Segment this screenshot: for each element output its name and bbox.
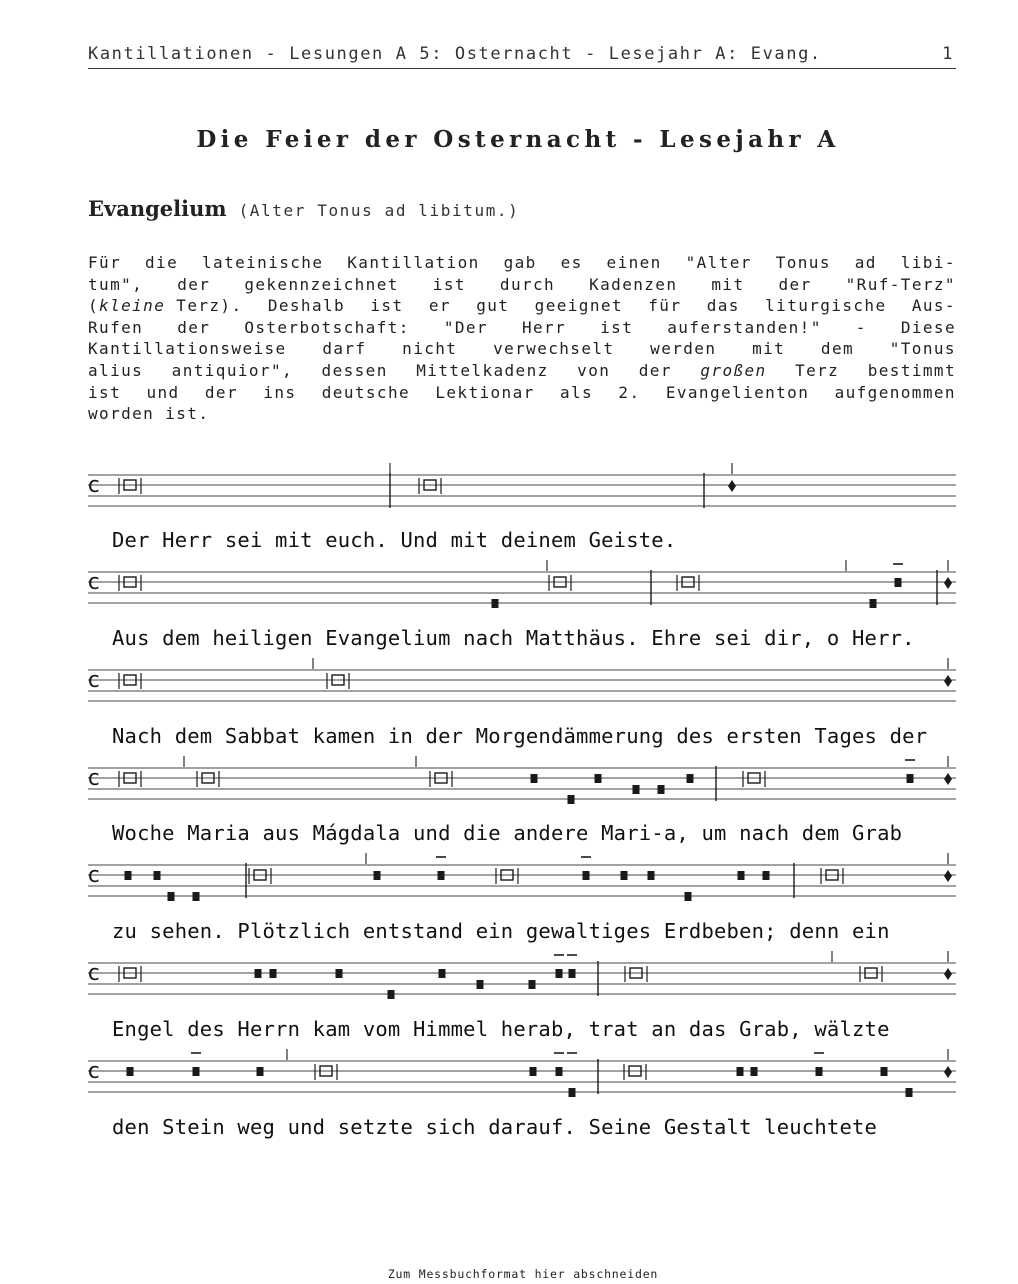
punctum-note — [870, 599, 877, 608]
intro-word: für — [648, 296, 682, 316]
section-heading: Evangelium — [88, 196, 227, 221]
c-clef: c — [87, 668, 101, 693]
intro-word: libi- — [900, 253, 956, 272]
intro-word: geeignet — [534, 296, 623, 316]
punctum-note — [881, 1067, 888, 1076]
punctum-note — [336, 969, 343, 978]
intro-word: der — [638, 360, 672, 380]
intro-word: - — [855, 317, 867, 337]
final-diamond — [728, 480, 736, 492]
lyric-line: Nach dem Sabbat kamen in der Morgendämmerung des ersten Tages der — [112, 724, 928, 748]
lyric-line: Aus dem heiligen Evangelium nach Matthäus. Ehre sei dir, o Herr. — [112, 626, 915, 650]
punctum-note — [374, 871, 381, 880]
intro-word: alius — [88, 360, 144, 380]
punctum-note — [556, 1067, 563, 1076]
punctum-note — [751, 1067, 758, 1076]
punctum-note — [477, 980, 484, 989]
intro-word: mit — [711, 274, 745, 294]
punctum-note — [127, 1067, 134, 1076]
final-diamond — [944, 577, 952, 589]
running-title: Kantillationen - Lesungen A 5: Osternacht - Lesejahr A: Evang. — [88, 44, 822, 64]
intro-word: durch — [499, 274, 556, 294]
final-diamond — [944, 968, 952, 980]
final-diamond — [944, 675, 952, 687]
punctum-note — [621, 871, 628, 880]
punctum-note — [658, 785, 665, 794]
intro-word: verwechselt — [493, 339, 615, 359]
c-clef: c — [87, 961, 101, 986]
intro-word: es — [560, 253, 583, 272]
punctum-note — [529, 980, 536, 989]
section-subheading: (Alter Tonus ad libitum.) — [238, 201, 520, 220]
intro-word: als — [559, 382, 594, 402]
intro-word: werden — [650, 339, 717, 359]
page-number: 1 — [942, 44, 954, 64]
intro-word: gut — [476, 296, 510, 316]
intro-word: die — [145, 253, 179, 272]
punctum-note — [193, 1067, 200, 1076]
c-clef: c — [87, 863, 101, 888]
punctum-note — [633, 785, 640, 794]
intro-word: ist — [600, 317, 634, 337]
intro-italic-word: großen — [700, 360, 767, 380]
final-diamond — [944, 870, 952, 882]
intro-word: Für — [88, 253, 122, 272]
intro-word: tum", — [88, 274, 144, 294]
punctum-note — [738, 871, 745, 880]
intro-word: ins — [263, 382, 297, 402]
punctum-note — [763, 871, 770, 880]
punctum-note — [907, 774, 914, 783]
page-title: Die Feier der Osternacht - Lesejahr A — [196, 126, 840, 153]
punctum-note — [583, 871, 590, 880]
final-diamond — [944, 773, 952, 785]
punctum-note — [388, 990, 395, 999]
intro-word: liturgische — [765, 296, 887, 316]
punctum-note — [439, 969, 446, 978]
intro-word: dem — [820, 339, 855, 359]
intro-word: Tonus — [775, 253, 831, 272]
intro-word: gab — [503, 253, 537, 272]
c-clef: c — [87, 570, 101, 595]
punctum-note — [168, 892, 175, 901]
intro-word: deutsche — [321, 382, 411, 402]
punctum-note — [568, 795, 575, 804]
punctum-note — [255, 969, 262, 978]
intro-word: Kantillation — [347, 253, 480, 272]
intro-word: dessen — [321, 360, 388, 380]
intro-word: Osterbotschaft: — [244, 317, 410, 337]
intro-word: bestimmt — [867, 360, 956, 380]
intro-word: worden ist. — [88, 404, 210, 424]
intro-word: der — [177, 317, 211, 337]
intro-word: Kantillationsweise — [88, 339, 287, 359]
intro-word: "Tonus — [889, 339, 956, 359]
intro-word: der — [204, 382, 238, 402]
intro-word: auferstanden!" — [667, 317, 822, 337]
punctum-note — [556, 969, 563, 978]
lyric-line: Woche Maria aus Mágdala und die andere Mari-a, um nach dem Grab — [112, 821, 903, 845]
punctum-note — [687, 774, 694, 783]
intro-word: "Alter — [685, 253, 752, 272]
intro-word: der — [778, 274, 812, 294]
intro-word: Kadenzen — [589, 274, 678, 294]
intro-word: einen — [606, 253, 662, 272]
intro-word: er — [428, 296, 451, 316]
final-diamond — [944, 1066, 952, 1078]
intro-word: nicht — [402, 339, 458, 359]
punctum-note — [569, 1088, 576, 1097]
punctum-note — [895, 578, 902, 587]
intro-word: ist — [88, 382, 122, 402]
intro-word: (kleine Terz). — [88, 296, 243, 316]
intro-word: ist — [432, 274, 466, 294]
punctum-note — [531, 774, 538, 783]
punctum-note — [193, 892, 200, 901]
punctum-note — [270, 969, 277, 978]
intro-word: und — [146, 382, 180, 402]
lyric-line: Engel des Herrn kam vom Himmel herab, trat an das Grab, wälzte — [112, 1017, 890, 1041]
punctum-note — [906, 1088, 913, 1097]
punctum-note — [816, 1067, 823, 1076]
intro-word: antiquior", — [171, 360, 294, 380]
intro-word: 2. — [618, 382, 641, 402]
intro-word: Terz — [795, 360, 840, 380]
cut-line-note: Zum Messbuchformat hier abschneiden — [387, 1267, 659, 1281]
intro-word: Herr — [521, 317, 567, 337]
punctum-note — [737, 1067, 744, 1076]
intro-word: "Der — [443, 317, 488, 337]
intro-word: gekennzeichnet — [244, 274, 399, 294]
intro-word: Diese — [900, 317, 956, 337]
intro-word: Mittelkadenz — [416, 360, 549, 380]
intro-word: Rufen — [88, 317, 144, 337]
intro-word: mit — [752, 339, 786, 359]
punctum-note — [154, 871, 161, 880]
intro-word: aufgenommen — [834, 382, 956, 402]
punctum-note — [530, 1067, 537, 1076]
punctum-note — [595, 774, 602, 783]
intro-word: darf — [322, 339, 367, 359]
intro-word: "Ruf-Terz" — [845, 274, 956, 294]
intro-word: der — [177, 274, 211, 294]
punctum-note — [438, 871, 445, 880]
intro-word: Lektionar — [435, 382, 535, 402]
lyric-line: zu sehen. Plötzlich entstand ein gewaltiges Erdbeben; denn ein — [112, 919, 890, 943]
punctum-note — [685, 892, 692, 901]
punctum-note — [125, 871, 132, 880]
intro-italic-word: kleine — [99, 296, 166, 316]
c-clef: c — [87, 473, 101, 498]
intro-word: ist — [370, 296, 404, 316]
intro-word: Aus- — [911, 296, 956, 316]
intro-word: Deshalb — [267, 296, 346, 316]
lyric-line: Der Herr sei mit euch. Und mit deinem Geiste. — [112, 528, 677, 552]
punctum-note — [492, 599, 499, 608]
intro-word: ad — [854, 253, 877, 272]
intro-word: Evangelienton — [665, 382, 810, 402]
intro-word: lateinische — [202, 253, 324, 272]
punctum-note — [257, 1067, 264, 1076]
intro-word: das — [706, 296, 740, 316]
intro-word: von — [577, 360, 611, 380]
lyric-line: den Stein weg und setzte sich darauf. Seine Gestalt leuchtete — [112, 1115, 878, 1139]
c-clef: c — [87, 1059, 101, 1084]
punctum-note — [648, 871, 655, 880]
punctum-note — [569, 969, 576, 978]
c-clef: c — [87, 766, 101, 791]
